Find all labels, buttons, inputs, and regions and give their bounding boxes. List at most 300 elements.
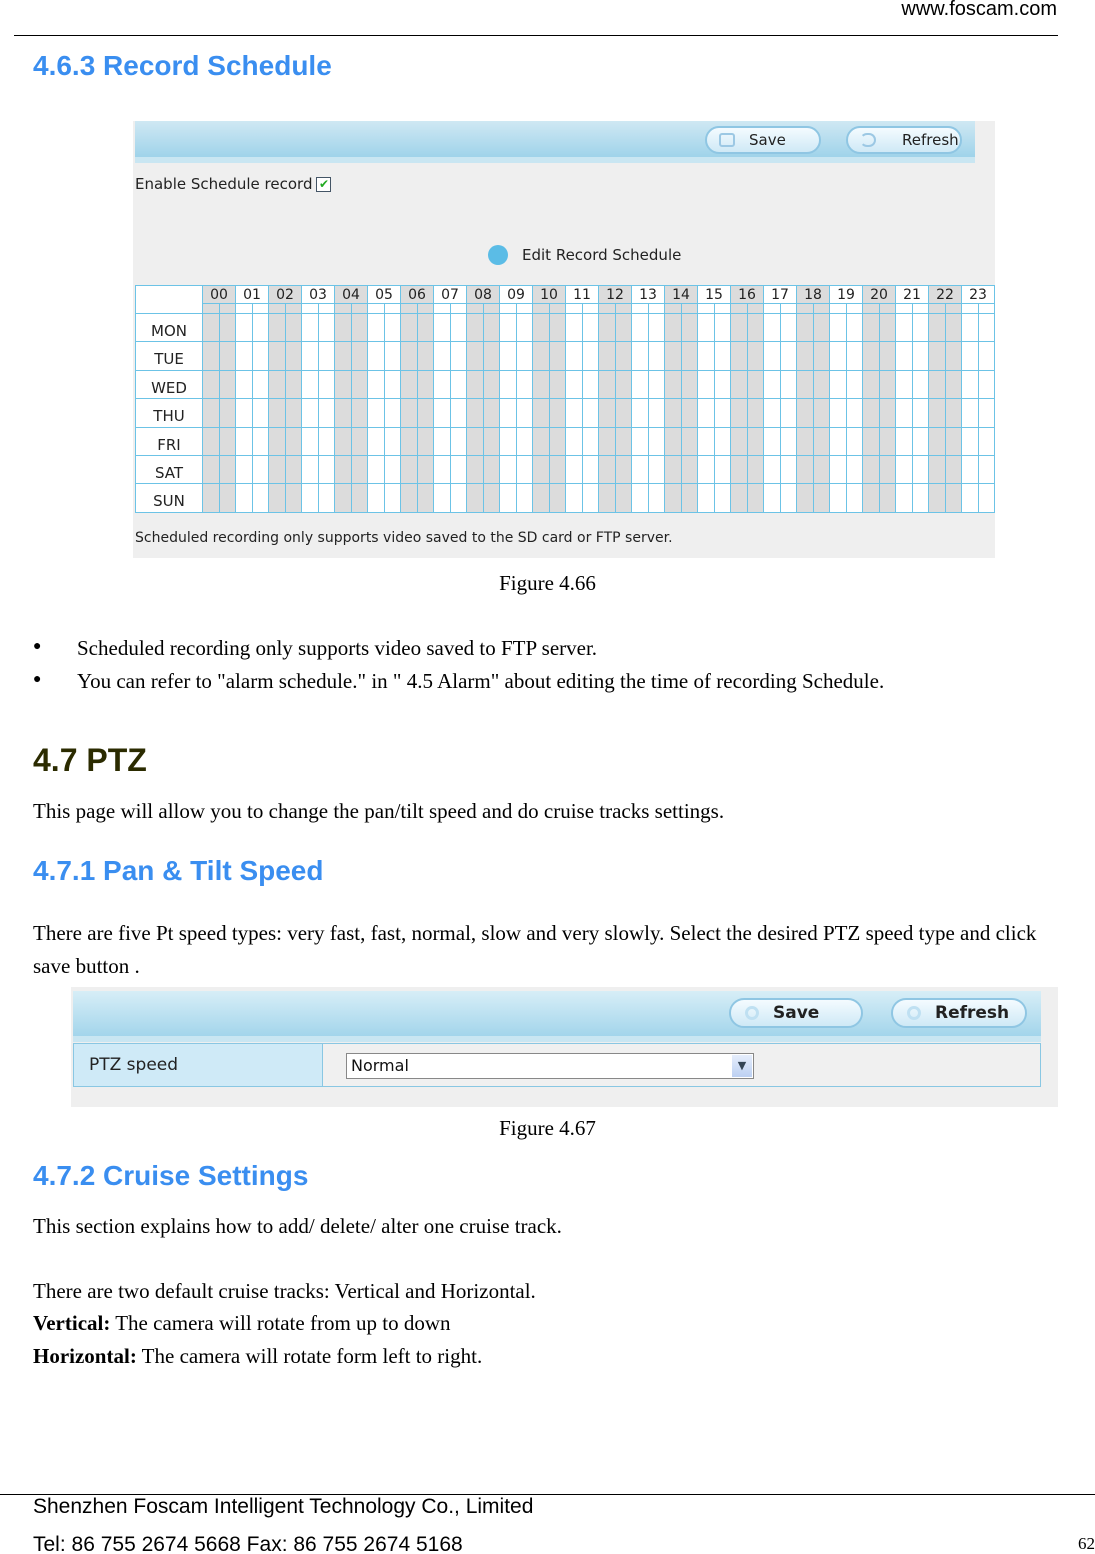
schedule-cell[interactable]	[929, 314, 946, 342]
schedule-cell[interactable]	[632, 399, 649, 427]
schedule-cell[interactable]	[418, 342, 435, 370]
schedule-cell[interactable]	[781, 371, 798, 399]
half-hour-select[interactable]	[220, 304, 237, 314]
refresh-button[interactable]: Refresh	[891, 998, 1027, 1028]
schedule-cell[interactable]	[500, 314, 517, 342]
schedule-cell[interactable]	[847, 456, 864, 484]
schedule-cell[interactable]	[929, 399, 946, 427]
schedule-cell[interactable]	[550, 428, 567, 456]
refresh-button[interactable]: Refresh	[846, 126, 962, 154]
schedule-cell[interactable]	[764, 371, 781, 399]
schedule-cell[interactable]	[880, 342, 897, 370]
schedule-cell[interactable]	[253, 399, 270, 427]
schedule-cell[interactable]	[599, 428, 616, 456]
schedule-cell[interactable]	[550, 342, 567, 370]
schedule-cell[interactable]	[583, 428, 600, 456]
schedule-cell[interactable]	[599, 314, 616, 342]
schedule-cell[interactable]	[665, 371, 682, 399]
schedule-cell[interactable]	[979, 342, 996, 370]
half-hour-select[interactable]	[896, 304, 913, 314]
schedule-cell[interactable]	[401, 399, 418, 427]
schedule-cell[interactable]	[698, 342, 715, 370]
schedule-cell[interactable]	[781, 314, 798, 342]
schedule-cell[interactable]	[599, 342, 616, 370]
schedule-cell[interactable]	[484, 342, 501, 370]
schedule-cell[interactable]	[698, 428, 715, 456]
half-hour-select[interactable]	[814, 304, 831, 314]
schedule-cell[interactable]	[913, 371, 930, 399]
schedule-cell[interactable]	[731, 484, 748, 512]
schedule-cell[interactable]	[203, 314, 220, 342]
schedule-cell[interactable]	[269, 399, 286, 427]
schedule-cell[interactable]	[929, 428, 946, 456]
schedule-cell[interactable]	[368, 314, 385, 342]
schedule-cell[interactable]	[830, 428, 847, 456]
schedule-cell[interactable]	[962, 342, 979, 370]
schedule-cell[interactable]	[797, 456, 814, 484]
schedule-cell[interactable]	[401, 456, 418, 484]
schedule-cell[interactable]	[946, 456, 963, 484]
schedule-cell[interactable]	[962, 456, 979, 484]
schedule-cell[interactable]	[979, 371, 996, 399]
schedule-cell[interactable]	[253, 342, 270, 370]
schedule-cell[interactable]	[913, 342, 930, 370]
schedule-cell[interactable]	[401, 371, 418, 399]
schedule-cell[interactable]	[649, 428, 666, 456]
half-hour-select[interactable]	[616, 304, 633, 314]
schedule-cell[interactable]	[847, 314, 864, 342]
schedule-cell[interactable]	[863, 456, 880, 484]
schedule-cell[interactable]	[533, 371, 550, 399]
schedule-cell[interactable]	[533, 314, 550, 342]
schedule-cell[interactable]	[781, 399, 798, 427]
schedule-cell[interactable]	[863, 399, 880, 427]
schedule-cell[interactable]	[583, 314, 600, 342]
schedule-cell[interactable]	[830, 456, 847, 484]
half-hour-select[interactable]	[863, 304, 880, 314]
schedule-cell[interactable]	[599, 484, 616, 512]
schedule-cell[interactable]	[286, 314, 303, 342]
half-hour-select[interactable]	[880, 304, 897, 314]
schedule-cell[interactable]	[236, 342, 253, 370]
schedule-cell[interactable]	[203, 456, 220, 484]
schedule-cell[interactable]	[253, 484, 270, 512]
schedule-cell[interactable]	[368, 342, 385, 370]
schedule-cell[interactable]	[632, 456, 649, 484]
schedule-cell[interactable]	[665, 428, 682, 456]
schedule-cell[interactable]	[814, 314, 831, 342]
schedule-cell[interactable]	[220, 484, 237, 512]
schedule-cell[interactable]	[434, 484, 451, 512]
schedule-cell[interactable]	[517, 399, 534, 427]
schedule-cell[interactable]	[979, 399, 996, 427]
schedule-cell[interactable]	[467, 371, 484, 399]
schedule-cell[interactable]	[269, 428, 286, 456]
schedule-cell[interactable]	[913, 428, 930, 456]
schedule-cell[interactable]	[451, 456, 468, 484]
schedule-cell[interactable]	[731, 371, 748, 399]
schedule-cell[interactable]	[979, 428, 996, 456]
edit-record-schedule[interactable]: Edit Record Schedule	[488, 245, 681, 265]
schedule-cell[interactable]	[616, 428, 633, 456]
schedule-cell[interactable]	[319, 428, 336, 456]
schedule-cell[interactable]	[748, 314, 765, 342]
schedule-cell[interactable]	[550, 456, 567, 484]
schedule-cell[interactable]	[319, 371, 336, 399]
schedule-cell[interactable]	[533, 456, 550, 484]
schedule-cell[interactable]	[946, 399, 963, 427]
schedule-cell[interactable]	[302, 428, 319, 456]
schedule-cell[interactable]	[302, 456, 319, 484]
schedule-cell[interactable]	[500, 456, 517, 484]
schedule-cell[interactable]	[352, 399, 369, 427]
schedule-cell[interactable]	[698, 456, 715, 484]
schedule-cell[interactable]	[269, 484, 286, 512]
chevron-down-icon[interactable]: ▼	[732, 1055, 752, 1077]
schedule-cell[interactable]	[863, 342, 880, 370]
half-hour-select[interactable]	[715, 304, 732, 314]
schedule-cell[interactable]	[467, 342, 484, 370]
schedule-cell[interactable]	[962, 399, 979, 427]
schedule-cell[interactable]	[236, 484, 253, 512]
schedule-cell[interactable]	[830, 342, 847, 370]
schedule-cell[interactable]	[781, 456, 798, 484]
schedule-cell[interactable]	[715, 342, 732, 370]
schedule-cell[interactable]	[682, 314, 699, 342]
schedule-cell[interactable]	[236, 371, 253, 399]
half-hour-select[interactable]	[203, 304, 220, 314]
half-hour-select[interactable]	[533, 304, 550, 314]
schedule-cell[interactable]	[896, 456, 913, 484]
schedule-cell[interactable]	[781, 428, 798, 456]
schedule-cell[interactable]	[352, 342, 369, 370]
schedule-cell[interactable]	[385, 371, 402, 399]
schedule-cell[interactable]	[220, 399, 237, 427]
schedule-cell[interactable]	[830, 484, 847, 512]
schedule-cell[interactable]	[599, 399, 616, 427]
schedule-cell[interactable]	[286, 428, 303, 456]
schedule-cell[interactable]	[484, 484, 501, 512]
schedule-cell[interactable]	[583, 371, 600, 399]
half-hour-select[interactable]	[962, 304, 979, 314]
half-hour-select[interactable]	[500, 304, 517, 314]
schedule-cell[interactable]	[665, 484, 682, 512]
schedule-cell[interactable]	[368, 399, 385, 427]
schedule-cell[interactable]	[385, 428, 402, 456]
half-hour-select[interactable]	[352, 304, 369, 314]
schedule-cell[interactable]	[599, 456, 616, 484]
schedule-cell[interactable]	[748, 456, 765, 484]
schedule-grid[interactable]	[135, 285, 995, 513]
schedule-cell[interactable]	[896, 342, 913, 370]
schedule-cell[interactable]	[434, 314, 451, 342]
half-hour-select[interactable]	[335, 304, 352, 314]
schedule-cell[interactable]	[319, 484, 336, 512]
schedule-cell[interactable]	[467, 456, 484, 484]
schedule-cell[interactable]	[385, 456, 402, 484]
schedule-cell[interactable]	[368, 456, 385, 484]
schedule-cell[interactable]	[731, 399, 748, 427]
schedule-cell[interactable]	[236, 428, 253, 456]
half-hour-select[interactable]	[451, 304, 468, 314]
schedule-cell[interactable]	[286, 342, 303, 370]
schedule-cell[interactable]	[715, 314, 732, 342]
schedule-cell[interactable]	[797, 342, 814, 370]
schedule-cell[interactable]	[665, 342, 682, 370]
schedule-cell[interactable]	[896, 371, 913, 399]
schedule-cell[interactable]	[715, 484, 732, 512]
schedule-cell[interactable]	[682, 456, 699, 484]
schedule-cell[interactable]	[682, 371, 699, 399]
schedule-cell[interactable]	[352, 428, 369, 456]
half-hour-select[interactable]	[929, 304, 946, 314]
schedule-cell[interactable]	[781, 484, 798, 512]
half-hour-select[interactable]	[236, 304, 253, 314]
schedule-cell[interactable]	[236, 399, 253, 427]
schedule-cell[interactable]	[467, 314, 484, 342]
schedule-cell[interactable]	[682, 399, 699, 427]
half-hour-select[interactable]	[764, 304, 781, 314]
schedule-cell[interactable]	[698, 314, 715, 342]
schedule-cell[interactable]	[616, 342, 633, 370]
schedule-cell[interactable]	[319, 456, 336, 484]
schedule-cell[interactable]	[220, 428, 237, 456]
schedule-cell[interactable]	[880, 456, 897, 484]
ptz-speed-select[interactable]: Normal ▼	[346, 1053, 754, 1079]
schedule-cell[interactable]	[863, 428, 880, 456]
schedule-cell[interactable]	[764, 342, 781, 370]
schedule-cell[interactable]	[500, 371, 517, 399]
half-hour-select[interactable]	[401, 304, 418, 314]
schedule-cell[interactable]	[484, 428, 501, 456]
schedule-cell[interactable]	[583, 342, 600, 370]
schedule-cell[interactable]	[764, 484, 781, 512]
schedule-cell[interactable]	[946, 314, 963, 342]
half-hour-select[interactable]	[467, 304, 484, 314]
half-hour-select[interactable]	[286, 304, 303, 314]
schedule-cell[interactable]	[814, 456, 831, 484]
schedule-cell[interactable]	[616, 314, 633, 342]
schedule-cell[interactable]	[220, 314, 237, 342]
schedule-cell[interactable]	[632, 484, 649, 512]
schedule-cell[interactable]	[649, 314, 666, 342]
schedule-cell[interactable]	[302, 484, 319, 512]
schedule-cell[interactable]	[500, 399, 517, 427]
schedule-cell[interactable]	[566, 428, 583, 456]
schedule-cell[interactable]	[220, 342, 237, 370]
schedule-cell[interactable]	[335, 342, 352, 370]
schedule-cell[interactable]	[517, 371, 534, 399]
schedule-cell[interactable]	[385, 314, 402, 342]
schedule-cell[interactable]	[434, 399, 451, 427]
schedule-cell[interactable]	[913, 484, 930, 512]
schedule-cell[interactable]	[731, 456, 748, 484]
schedule-cell[interactable]	[401, 428, 418, 456]
schedule-cell[interactable]	[715, 456, 732, 484]
half-hour-select[interactable]	[319, 304, 336, 314]
schedule-cell[interactable]	[203, 484, 220, 512]
schedule-cell[interactable]	[236, 314, 253, 342]
half-hour-select[interactable]	[385, 304, 402, 314]
schedule-cell[interactable]	[946, 342, 963, 370]
schedule-cell[interactable]	[797, 314, 814, 342]
schedule-cell[interactable]	[962, 484, 979, 512]
schedule-cell[interactable]	[352, 456, 369, 484]
schedule-cell[interactable]	[863, 371, 880, 399]
schedule-cell[interactable]	[517, 314, 534, 342]
schedule-cell[interactable]	[698, 399, 715, 427]
schedule-cell[interactable]	[286, 484, 303, 512]
schedule-cell[interactable]	[418, 314, 435, 342]
schedule-cell[interactable]	[665, 456, 682, 484]
schedule-cell[interactable]	[434, 428, 451, 456]
schedule-cell[interactable]	[401, 342, 418, 370]
schedule-cell[interactable]	[434, 371, 451, 399]
half-hour-select[interactable]	[665, 304, 682, 314]
schedule-cell[interactable]	[797, 371, 814, 399]
schedule-cell[interactable]	[451, 484, 468, 512]
schedule-cell[interactable]	[946, 371, 963, 399]
schedule-cell[interactable]	[220, 371, 237, 399]
schedule-cell[interactable]	[550, 371, 567, 399]
schedule-cell[interactable]	[302, 371, 319, 399]
half-hour-select[interactable]	[368, 304, 385, 314]
schedule-cell[interactable]	[616, 484, 633, 512]
schedule-cell[interactable]	[896, 314, 913, 342]
schedule-cell[interactable]	[649, 342, 666, 370]
schedule-cell[interactable]	[715, 371, 732, 399]
schedule-cell[interactable]	[352, 484, 369, 512]
schedule-cell[interactable]	[929, 484, 946, 512]
schedule-cell[interactable]	[335, 371, 352, 399]
schedule-cell[interactable]	[467, 484, 484, 512]
half-hour-select[interactable]	[748, 304, 765, 314]
schedule-cell[interactable]	[286, 456, 303, 484]
schedule-cell[interactable]	[517, 342, 534, 370]
schedule-cell[interactable]	[550, 314, 567, 342]
half-hour-select[interactable]	[269, 304, 286, 314]
schedule-cell[interactable]	[979, 314, 996, 342]
schedule-cell[interactable]	[731, 428, 748, 456]
half-hour-select[interactable]	[682, 304, 699, 314]
half-hour-select[interactable]	[302, 304, 319, 314]
schedule-cell[interactable]	[451, 314, 468, 342]
schedule-cell[interactable]	[962, 314, 979, 342]
schedule-cell[interactable]	[203, 371, 220, 399]
schedule-cell[interactable]	[566, 342, 583, 370]
schedule-cell[interactable]	[203, 428, 220, 456]
schedule-cell[interactable]	[566, 371, 583, 399]
schedule-cell[interactable]	[533, 484, 550, 512]
schedule-cell[interactable]	[253, 428, 270, 456]
schedule-cell[interactable]	[979, 456, 996, 484]
schedule-cell[interactable]	[698, 371, 715, 399]
schedule-cell[interactable]	[335, 456, 352, 484]
half-hour-select[interactable]	[632, 304, 649, 314]
schedule-cell[interactable]	[467, 428, 484, 456]
schedule-cell[interactable]	[484, 371, 501, 399]
schedule-cell[interactable]	[385, 484, 402, 512]
schedule-cell[interactable]	[583, 456, 600, 484]
schedule-cell[interactable]	[764, 314, 781, 342]
schedule-cell[interactable]	[649, 484, 666, 512]
schedule-cell[interactable]	[418, 428, 435, 456]
half-hour-select[interactable]	[913, 304, 930, 314]
half-hour-select[interactable]	[484, 304, 501, 314]
schedule-cell[interactable]	[418, 484, 435, 512]
schedule-cell[interactable]	[253, 314, 270, 342]
schedule-cell[interactable]	[847, 428, 864, 456]
schedule-cell[interactable]	[731, 314, 748, 342]
schedule-cell[interactable]	[517, 456, 534, 484]
schedule-cell[interactable]	[913, 456, 930, 484]
schedule-cell[interactable]	[451, 342, 468, 370]
schedule-cell[interactable]	[863, 484, 880, 512]
half-hour-select[interactable]	[517, 304, 534, 314]
schedule-cell[interactable]	[269, 314, 286, 342]
schedule-cell[interactable]	[566, 314, 583, 342]
schedule-cell[interactable]	[352, 371, 369, 399]
schedule-cell[interactable]	[847, 371, 864, 399]
schedule-cell[interactable]	[335, 399, 352, 427]
schedule-cell[interactable]	[880, 371, 897, 399]
schedule-cell[interactable]	[566, 456, 583, 484]
half-hour-select[interactable]	[434, 304, 451, 314]
schedule-cell[interactable]	[583, 484, 600, 512]
schedule-cell[interactable]	[880, 484, 897, 512]
half-hour-select[interactable]	[599, 304, 616, 314]
half-hour-select[interactable]	[797, 304, 814, 314]
schedule-cell[interactable]	[550, 484, 567, 512]
schedule-cell[interactable]	[665, 314, 682, 342]
schedule-cell[interactable]	[253, 456, 270, 484]
schedule-cell[interactable]	[682, 428, 699, 456]
schedule-cell[interactable]	[748, 342, 765, 370]
schedule-cell[interactable]	[748, 428, 765, 456]
schedule-cell[interactable]	[418, 456, 435, 484]
schedule-cell[interactable]	[286, 399, 303, 427]
schedule-cell[interactable]	[632, 342, 649, 370]
schedule-cell[interactable]	[880, 314, 897, 342]
schedule-cell[interactable]	[682, 484, 699, 512]
schedule-cell[interactable]	[451, 399, 468, 427]
schedule-cell[interactable]	[500, 342, 517, 370]
schedule-cell[interactable]	[962, 371, 979, 399]
half-hour-select[interactable]	[418, 304, 435, 314]
schedule-cell[interactable]	[649, 399, 666, 427]
schedule-cell[interactable]	[913, 399, 930, 427]
schedule-cell[interactable]	[913, 314, 930, 342]
schedule-cell[interactable]	[418, 399, 435, 427]
schedule-cell[interactable]	[352, 314, 369, 342]
schedule-cell[interactable]	[302, 342, 319, 370]
schedule-cell[interactable]	[533, 428, 550, 456]
schedule-cell[interactable]	[302, 399, 319, 427]
schedule-cell[interactable]	[929, 342, 946, 370]
schedule-cell[interactable]	[632, 314, 649, 342]
schedule-cell[interactable]	[236, 456, 253, 484]
schedule-cell[interactable]	[451, 371, 468, 399]
schedule-cell[interactable]	[863, 314, 880, 342]
schedule-cell[interactable]	[368, 428, 385, 456]
schedule-cell[interactable]	[698, 484, 715, 512]
schedule-cell[interactable]	[748, 484, 765, 512]
schedule-cell[interactable]	[385, 342, 402, 370]
schedule-cell[interactable]	[434, 342, 451, 370]
schedule-cell[interactable]	[434, 456, 451, 484]
half-hour-select[interactable]	[698, 304, 715, 314]
schedule-cell[interactable]	[715, 399, 732, 427]
